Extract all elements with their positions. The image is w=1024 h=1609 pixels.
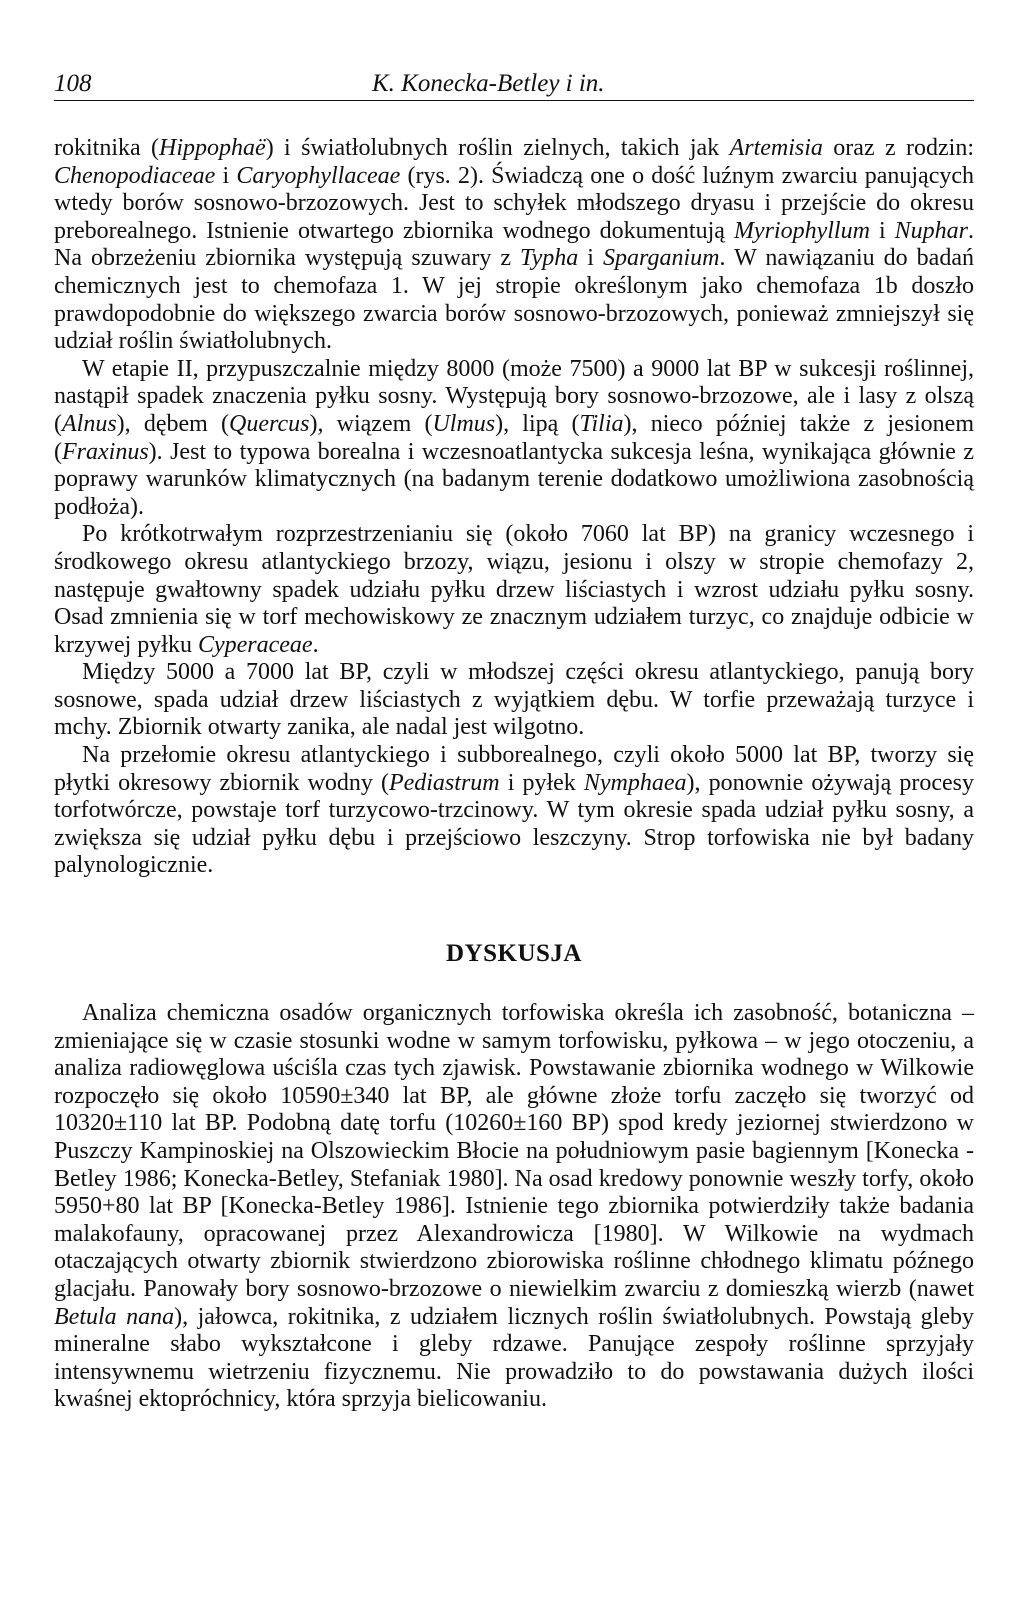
running-title: K. Konecka-Betley i in. — [372, 70, 605, 97]
taxon-name: Chenopodiaceae — [54, 162, 216, 189]
taxon-name: Sparganium — [603, 245, 720, 272]
paragraph: rokitnika (Hippophaë) i światłolubnych roślin zielnych, takich jak Artemisia oraz z rodzin: Chenopodiaceae i Caryophyllaceae (rys. 2). Świadczą one o dość luźnym zwarciu panujących wtedy borów sosnowo-brzozowych. Jest to schyłek młodszego dryasu i przejście do okresu preborealnego. Istnienie otwartego zbiornika wodnego dokumentują Myriophyllum i Nuphar. Na obrzeżeniu zbiornika występują szuwary z Typha i Sparganium. W nawiązaniu do badań chemicznych jest to chemofaza 1. W jej stropie określonym jako chemofaza 1b doszło prawdopodobnie do większego zwarcia borów sosnowo-brzozowych, ponieważ zmniejszył się udział roślin światłolubnych. — [54, 135, 974, 355]
taxon-name: Hippophaë — [159, 135, 266, 161]
paragraph: Między 5000 a 7000 lat BP, czyli w młodszej części okresu atlantyckiego, panują bory sosnowe, spada udział drzew liściastych z wyjątkiem dębu. W torfie przeważają turzyce i mchy. Zbiornik otwarty zanika, ale nadal jest wilgotno. — [54, 659, 974, 741]
taxon-name: Pediastrum — [388, 769, 500, 796]
taxon-name: Tilia — [579, 410, 624, 437]
paragraph: Na przełomie okresu atlantyckiego i subborealnego, czyli około 5000 lat BP, tworzy się płytki okresowy zbiornik wodny (Pediastrum i pyłek Nymphaea), ponownie ożywają procesy torfotwórcze, powstaje torf turzycowo-trzcinowy. W tym okresie spada udział pyłku sosny, a zwiększa się udział pyłku dębu i przejściowo leszczyny. Strop torfowiska nie był badany palynologicznie. — [54, 742, 974, 879]
section-heading: DYSKUSJA — [446, 940, 582, 968]
taxon-name: Cyperaceae — [197, 631, 313, 658]
taxon-name: Artemisia — [729, 135, 823, 161]
taxon-name: Betula nana — [54, 1303, 175, 1330]
page-body — [54, 135, 974, 1414]
paragraph: Po krótkotrwałym rozprzestrzenianiu się (około 7060 lat BP) na granicy wczesnego i środkowego okresu atlantyckiego brzozy, wiązu, jesionu i olszy w stropie chemofazy 2, następuje gwałtowny spadek udziału pyłku drzew liściastych i wzrost udziału pyłku sosny. Osad zmnienia się w torf mechowiskowy ze znacznym udziałem turzyc, co znajduje odbicie w krzywej pyłku Cyperaceae. — [54, 521, 974, 658]
paragraph: Analiza chemiczna osadów organicznych torfowiska określa ich zasobność, botaniczna – zmieniające się w czasie stosunki wodne w samym torfowisku, pyłkowa – w jego otoczeniu, a analiza radiowęglowa uściśla czas tych zjawisk. Powstawanie zbiornika wodnego w Wilkowie rozpoczęło się około 10590±340 lat BP, ale główne złoże torfu zaczęło się tworzyć od 10320±110 lat BP. Podobną datę torfu (10260±160 BP) spod kredy jeziornej stwierdzono w Puszczy Kampinoskiej na Olszowieckim Błocie na południowym pasie bagiennym [Konecka - Betley 1986; Konecka-Betley, Stefaniak 1980]. Na osad kredowy ponownie weszły torfy, około 5950+80 lat BP [Konecka-Betley 1986]. Istnienie tego zbiornika potwierdziły także badania malakofauny, opracowanej przez Alexandrowicza [1980]. W Wilkowie na wydmach otaczających otwarty zbiornik stwierdzono zbiorowiska roślinne chłodnego klimatu późnego glacjału. Panowały bory sosnowo-brzozowe o niewielkim zwarciu z domieszką wierzb (nawet Betula nana), jałowca, rokitnika, z udziałem licznych roślin światłolubnych. Powstają gleby mineralne słabo wykształcone i gleby rdzawe. Panujące zespoły roślinne sprzyjały intensywnemu wietrzeniu fizycznemu. Nie prowadziło to do powstawania dużych ilości kwaśnej ektopróchnicy, która sprzyja bielicowaniu. — [54, 1000, 974, 1413]
taxon-name: Nuphar — [894, 217, 968, 244]
paragraph: W etapie II, przypuszczalnie między 8000 (może 7500) a 9000 lat BP w sukcesji roślinnej, nastąpił spadek znaczenia pyłku sosny. Występują bory sosnowo-brzozowe, ale i lasy z olszą (Alnus), dębem (Quercus), wiązem (Ulmus), lipą (Tilia), nieco później także z jesionem (Fraxinus). Jest to typowa borealna i wczesnoatlantycka sukcesja leśna, wynikająca głównie z poprawy warunków klimatycznych (na badanym terenie dodatkowo umożliwiona zasobnością podłoża). — [54, 355, 974, 520]
taxon-name: Caryophyllaceae — [236, 162, 401, 189]
taxon-name: Nymphaea — [583, 769, 687, 796]
taxon-name: Typha — [520, 245, 579, 272]
page-header — [54, 70, 974, 101]
taxon-name: Quercus — [229, 410, 310, 437]
page-number: 108 — [54, 70, 92, 97]
taxon-name: Alnus — [62, 410, 117, 437]
taxon-name: Myriophyllum — [733, 217, 870, 244]
taxon-name: Ulmus — [432, 410, 496, 437]
taxon-name: Fraxinus — [62, 438, 149, 465]
